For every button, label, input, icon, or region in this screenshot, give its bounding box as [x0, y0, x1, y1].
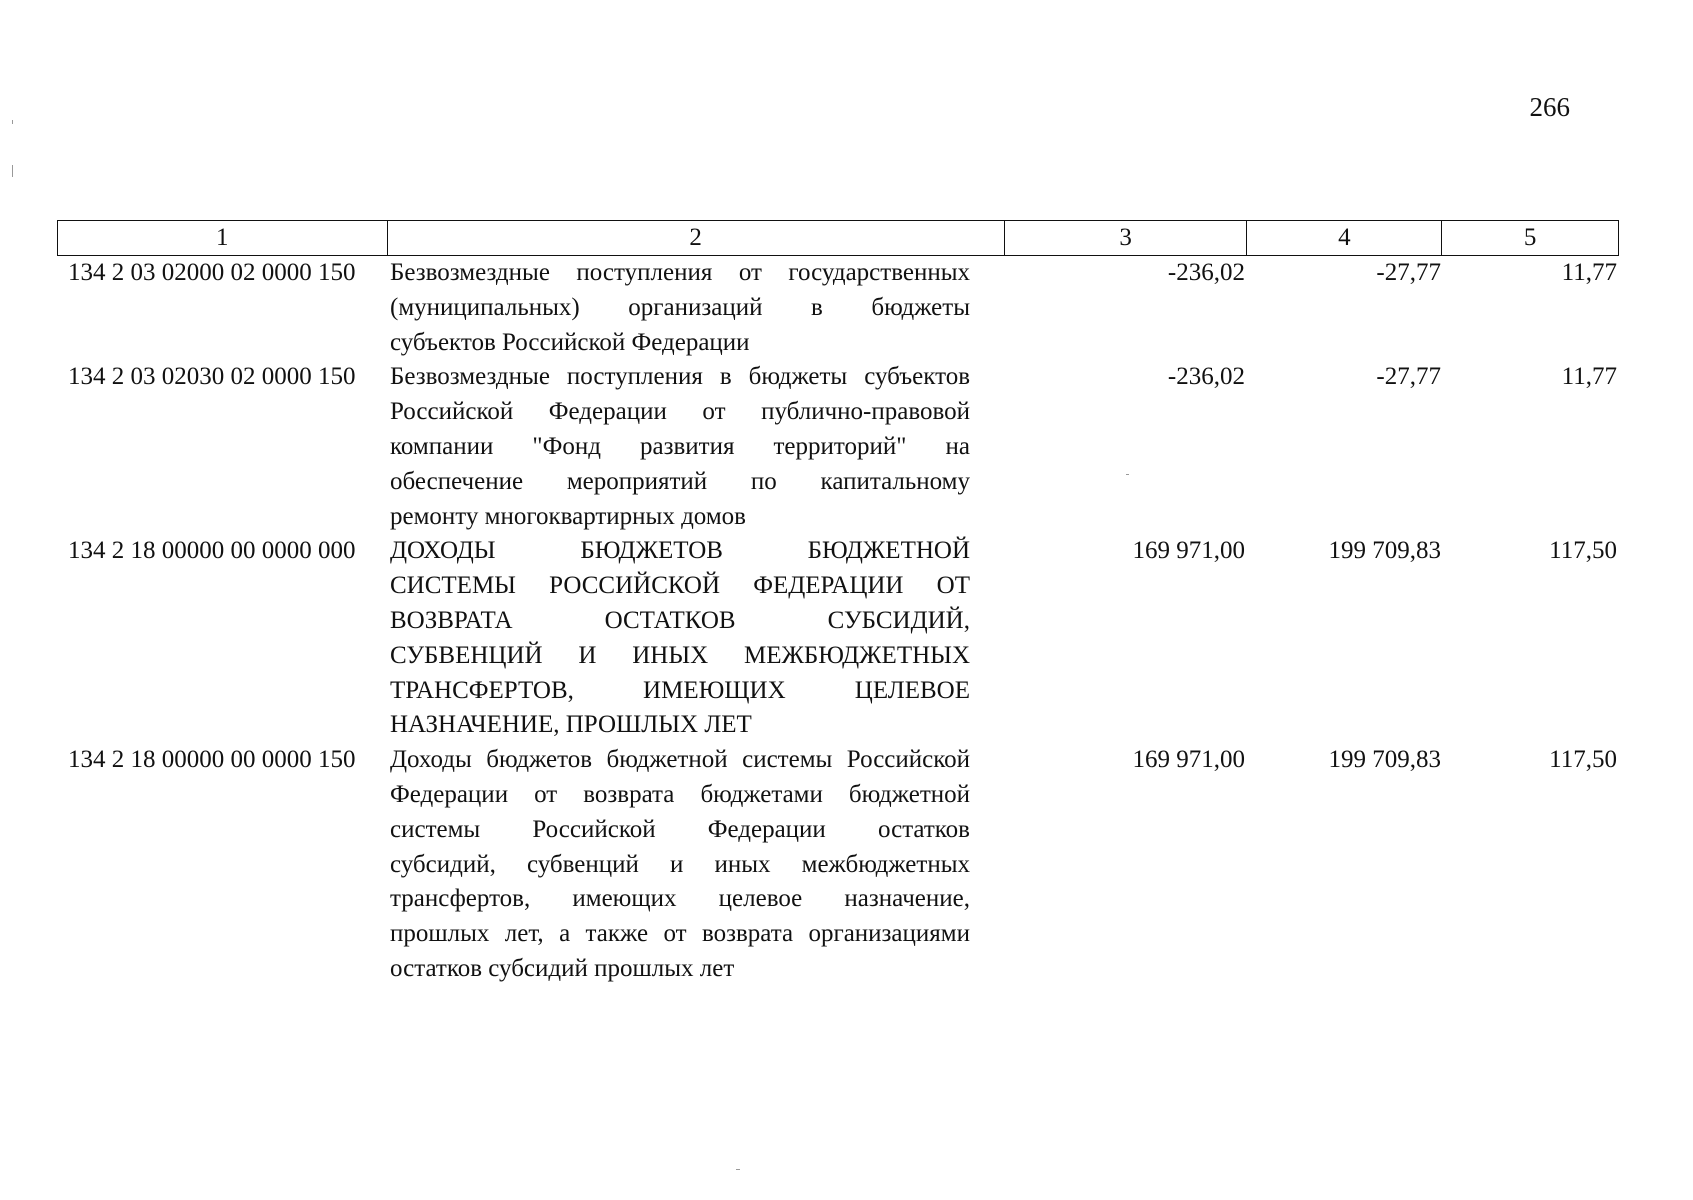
income-name — [387, 360, 1005, 534]
table-row — [57, 256, 1619, 360]
page-number: 266 — [1529, 92, 1570, 122]
income-name — [387, 256, 1005, 360]
col5-value: 117,50 — [1549, 746, 1617, 774]
scan-mark — [12, 120, 13, 124]
name-line: ремонту многоквартирных домов — [390, 502, 746, 530]
table-header — [57, 220, 1619, 256]
name-line: субъектов Российской Федерации — [390, 328, 750, 356]
scan-mark — [12, 165, 13, 177]
col3-value: -236,02 — [1167, 363, 1245, 391]
col5-value: 11,77 — [1561, 259, 1617, 286]
name-line: Безвозмездные поступления в бюджеты субъектов — [390, 363, 970, 391]
header-col-2: 2 — [388, 221, 1005, 255]
col5-value: 11,77 — [1561, 363, 1617, 391]
table-row — [57, 743, 1619, 987]
name-line: обеспечение мероприятий по капитальному — [390, 467, 970, 495]
budget-code: 134 2 18 00000 00 0000 000 — [68, 537, 356, 565]
name-line: СИСТЕМЫ РОССИЙСКОЙ ФЕДЕРАЦИИ ОТ — [390, 572, 970, 600]
col4-value: 199 709,83 — [1328, 746, 1441, 774]
name-line: трансфертов, имеющих целевое назначение, — [390, 885, 970, 913]
name-line: СУБВЕНЦИЙ И ИНЫХ МЕЖБЮДЖЕТНЫХ — [390, 641, 970, 669]
name-line: Федерации от возврата бюджетами бюджетной — [390, 780, 970, 808]
name-line: Доходы бюджетов бюджетной системы Российской — [390, 746, 970, 774]
scan-mark — [736, 1169, 740, 1170]
scan-mark — [1126, 474, 1129, 475]
col3-value: 169 971,00 — [1132, 537, 1245, 565]
name-line: Безвозмездные поступления от государственных — [390, 259, 970, 286]
income-name — [387, 743, 1005, 987]
table-body — [57, 256, 1619, 987]
col4-value: -27,77 — [1376, 363, 1441, 391]
table-row — [57, 360, 1619, 534]
name-line: ВОЗВРАТА ОСТАТКОВ СУБСИДИЙ, — [390, 606, 970, 634]
col3-value: 169 971,00 — [1132, 746, 1245, 774]
budget-code: 134 2 03 02000 02 0000 150 — [68, 259, 356, 286]
name-line: прошлых лет, а также от возврата организациями — [390, 920, 970, 948]
col5-value: 117,50 — [1549, 537, 1617, 565]
header-col-3: 3 — [1005, 221, 1248, 255]
header-col-1: 1 — [58, 221, 388, 255]
name-line: ТРАНСФЕРТОВ, ИМЕЮЩИХ ЦЕЛЕВОЕ — [390, 676, 970, 704]
name-line: остатков субсидий прошлых лет — [390, 954, 735, 982]
name-line: Российской Федерации от публично-правовой — [390, 398, 970, 426]
name-line: субсидий, субвенций и иных межбюджетных — [390, 850, 970, 878]
col4-value: -27,77 — [1376, 259, 1441, 286]
income-name — [387, 534, 1005, 743]
name-line: системы Российской Федерации остатков — [390, 815, 970, 843]
name-line: компании "Фонд развития территорий" на — [390, 432, 970, 460]
table-row — [57, 534, 1619, 743]
header-col-5: 5 — [1523, 224, 1537, 251]
header-col-4: 4 — [1247, 221, 1442, 255]
name-line: ДОХОДЫ БЮДЖЕТОВ БЮДЖЕТНОЙ — [390, 537, 970, 565]
col4-value: 199 709,83 — [1328, 537, 1441, 565]
name-line: НАЗНАЧЕНИЕ, ПРОШЛЫХ ЛЕТ — [390, 711, 752, 739]
budget-code: 134 2 18 00000 00 0000 150 — [68, 746, 356, 774]
budget-code: 134 2 03 02030 02 0000 150 — [68, 363, 356, 391]
col3-value: -236,02 — [1167, 259, 1245, 286]
name-line: (муниципальных) организаций в бюджеты — [390, 293, 970, 321]
